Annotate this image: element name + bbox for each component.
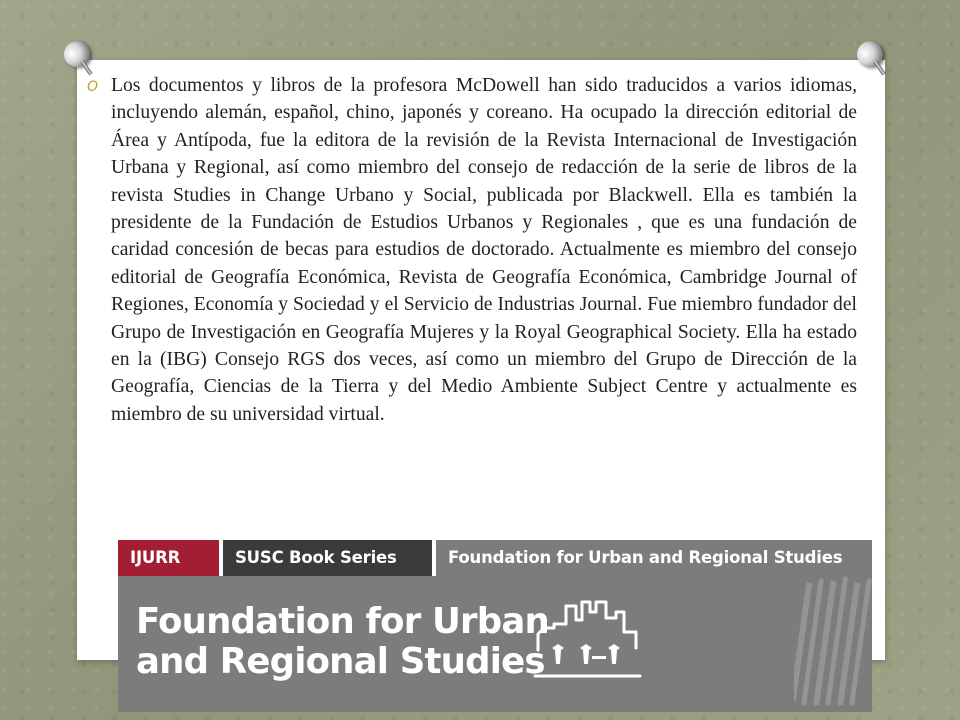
- tab-ijurr: IJURR: [118, 540, 219, 576]
- decorative-text-texture: [794, 576, 872, 712]
- slide-paragraph: Los documentos y libros de la profesora McDowell han sido traducidos a varios idiomas, incluyendo alemán, español, chino, japonés y coreano. Ha ocupado la dirección editorial de Área y Antípoda, fue la editora de la revisión de la Revista Internacional de Investigación Urbana y Regional, así como miembro del consejo de redacción de la serie de libros de la revista Studies in Change Urbano y Social, publicada por Blackwell. Ella es también la presidente de la Fundación de Estudios Urbanos y Regionales , que es una fundación de caridad concesión de becas para estudios de doctorado. Actualmente es miembro del consejo editorial de Geografía Económica, Revista de Geografía Económica, Cambridge Journal of Regiones, Economía y Sociedad y el Servicio de Industrias Journal. Fue miembro fundador del Grupo de Investigación en Geografía Mujeres y la Royal Geographical Society. Ella ha estado en la (IBG) Consejo RGS dos veces, así como un miembro del Grupo de Dirección de la Geografía, Ciencias de la Tierra y del Medio Ambiente Subject Centre y actualmente es miembro de su universidad virtual.: [111, 75, 857, 425]
- pushpin-head: [59, 36, 95, 72]
- banner-panel: [118, 576, 872, 712]
- tab-foundation: Foundation for Urban and Regional Studies: [436, 540, 872, 576]
- tab-susc-book-series: SUSC Book Series: [223, 540, 432, 576]
- city-skyline-with-trees-icon: [532, 598, 644, 680]
- banner-title: Foundation for Urban and Regional Studies: [136, 601, 549, 682]
- fursa-banner-image: [118, 540, 872, 712]
- bullet-icon: O: [87, 79, 99, 95]
